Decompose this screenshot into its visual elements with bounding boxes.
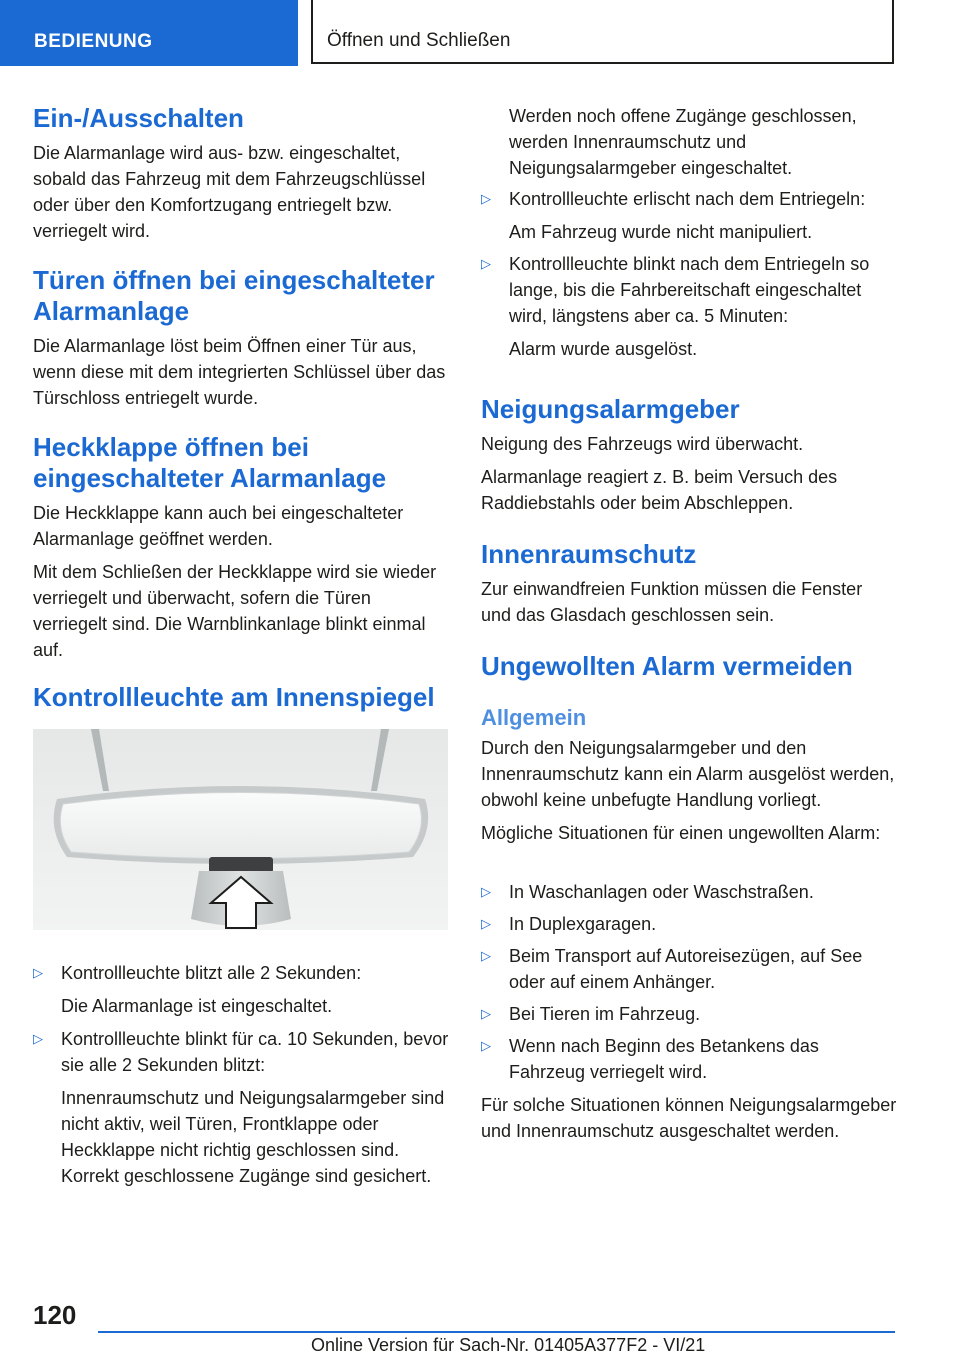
section-heading: Neigungsalarmgeber <box>481 394 740 424</box>
list-item <box>481 911 897 937</box>
section-innenraumschutz <box>481 539 897 628</box>
paragraph: Neigung des Fahrzeugs wird überwacht. <box>481 434 804 454</box>
list-item-detail: Werden noch offene Zugänge geschlossen, werden Innenraumschutz und Neigungsalarmgeber eingeschaltet. <box>509 106 857 178</box>
list-item-text: Beim Transport auf Autoreisezügen, auf See oder auf einem Anhänger. <box>509 946 863 992</box>
list-item <box>481 251 897 362</box>
closing-paragraph <box>481 1092 897 1144</box>
mirror-drawing <box>33 729 448 930</box>
triangle-right-icon: ▷ <box>33 1031 43 1046</box>
list-item-text: Kontrollleuchte blinkt für ca. 10 Sekunden, bevor sie alle 2 Sekunden blitzt: <box>61 1029 449 1075</box>
list-item-text: In Duplexgaragen. <box>509 914 657 934</box>
paragraph: Durch den Neigungsalarmgeber und den Innenraumschutz kann ein Alarm ausgelöst werden, obwohl keine unbefugte Handlung vorliegt. <box>481 738 895 810</box>
paragraph: Alarmanlage reagiert z. B. beim Versuch des Raddiebstahls oder beim Abschleppen. <box>481 467 838 513</box>
chapter-title: Öffnen und Schließen <box>311 0 894 64</box>
section-heading: Kontrollleuchte am Innenspiegel <box>33 682 435 712</box>
footer-divider <box>98 1331 895 1333</box>
triangle-right-icon: ▷ <box>481 948 491 963</box>
list-item <box>481 943 897 995</box>
list-item <box>33 960 449 1019</box>
list-item-text: Kontrollleuchte blinkt nach dem Entriegeln so lange, bis die Fahrbereitschaft eingeschaltet wird, längstens aber ca. 5 Minuten: <box>509 254 870 326</box>
section-tueren-oeffnen <box>33 265 449 411</box>
list-item-detail: Die Alarmanlage ist eingeschaltet. <box>61 996 333 1016</box>
list-item-text: Wenn nach Beginn des Betankens das Fahrzeug verriegelt wird. <box>509 1036 819 1082</box>
footer-version: Online Version für Sach-Nr. 01405A377F2 - VI/21 <box>311 1335 706 1355</box>
list-item <box>33 1026 449 1189</box>
section-heckklappe <box>33 432 449 663</box>
section-heading: Heckklappe öffnen bei eingeschalteter Alarmanlage <box>33 432 387 493</box>
paragraph: Zur einwandfreien Funktion müssen die Fenster und das Glasdach geschlossen sein. <box>481 579 863 625</box>
section-kontrollleuchte <box>33 682 449 713</box>
triangle-right-icon: ▷ <box>481 1038 491 1053</box>
triangle-right-icon: ▷ <box>481 884 491 899</box>
section-ungewollten-alarm <box>481 651 897 846</box>
list-item-detail: Alarm wurde ausgelöst. <box>509 339 698 359</box>
section-heading: Türen öffnen bei eingeschalteter Alarmanlage <box>33 265 435 326</box>
triangle-right-icon: ▷ <box>33 965 43 980</box>
section-neigungsalarmgeber <box>481 394 897 516</box>
triangle-right-icon: ▷ <box>481 916 491 931</box>
paragraph: Die Heckklappe kann auch bei eingeschalteter Alarmanlage geöffnet werden. <box>33 503 404 549</box>
triangle-right-icon: ▷ <box>481 256 491 271</box>
paragraph: Die Alarmanlage wird aus- bzw. eingeschaltet, sobald das Fahrzeug mit dem Fahrzeugschlüssel oder über den Komfortzugang entriegelt bzw. verriegelt wird. <box>33 143 426 241</box>
list-item-detail: Am Fahrzeug wurde nicht manipuliert. <box>509 222 813 242</box>
paragraph: Mit dem Schließen der Heckklappe wird sie wieder verriegelt und überwacht, sofern die Türen verriegelt sind. Die Warnblinkanlage blinkt einmal auf. <box>33 562 437 660</box>
list-item <box>481 186 897 245</box>
paragraph: Die Alarmanlage löst beim Öffnen einer Tür aus, wenn diese mit dem integrierten Schlüssel über das Türschloss entriegelt wurde. <box>33 336 446 408</box>
triangle-right-icon: ▷ <box>481 1006 491 1021</box>
subsection-heading: Allgemein <box>481 705 587 730</box>
section-heading: Ein-/Ausschalten <box>33 103 244 133</box>
continued-paragraph <box>481 103 897 181</box>
rear-view-mirror-illustration <box>33 729 448 930</box>
list-item-text: Kontrollleuchte erlischt nach dem Entriegeln: <box>509 189 866 209</box>
list-item <box>481 1033 897 1085</box>
paragraph: Für solche Situationen können Neigungsalarmgeber und Innenraumschutz ausgeschaltet werden. <box>481 1095 897 1141</box>
list-item-text: In Waschanlagen oder Waschstraßen. <box>509 882 814 902</box>
list-item <box>481 1001 897 1027</box>
triangle-right-icon: ▷ <box>481 191 491 206</box>
section-tab: BEDIENUNG <box>0 0 298 66</box>
list-item <box>481 879 897 905</box>
list-item-text: Kontrollleuchte blitzt alle 2 Sekunden: <box>61 963 362 983</box>
list-item-text: Bei Tieren im Fahrzeug. <box>509 1004 701 1024</box>
section-heading: Innenraumschutz <box>481 539 697 569</box>
list-item-detail: Innenraumschutz und Neigungsalarmgeber sind nicht aktiv, weil Türen, Frontklappe oder Heckklappe nicht richtig geschlossen sind. Korrekt geschlossene Zugänge sind gesichert. <box>61 1088 445 1186</box>
section-heading: Ungewollten Alarm vermeiden <box>481 651 853 681</box>
section-ein-ausschalten <box>33 103 449 244</box>
page-header <box>0 0 960 66</box>
paragraph: Mögliche Situationen für einen ungewollten Alarm: <box>481 823 881 843</box>
page-number: 120 <box>33 1300 77 1330</box>
